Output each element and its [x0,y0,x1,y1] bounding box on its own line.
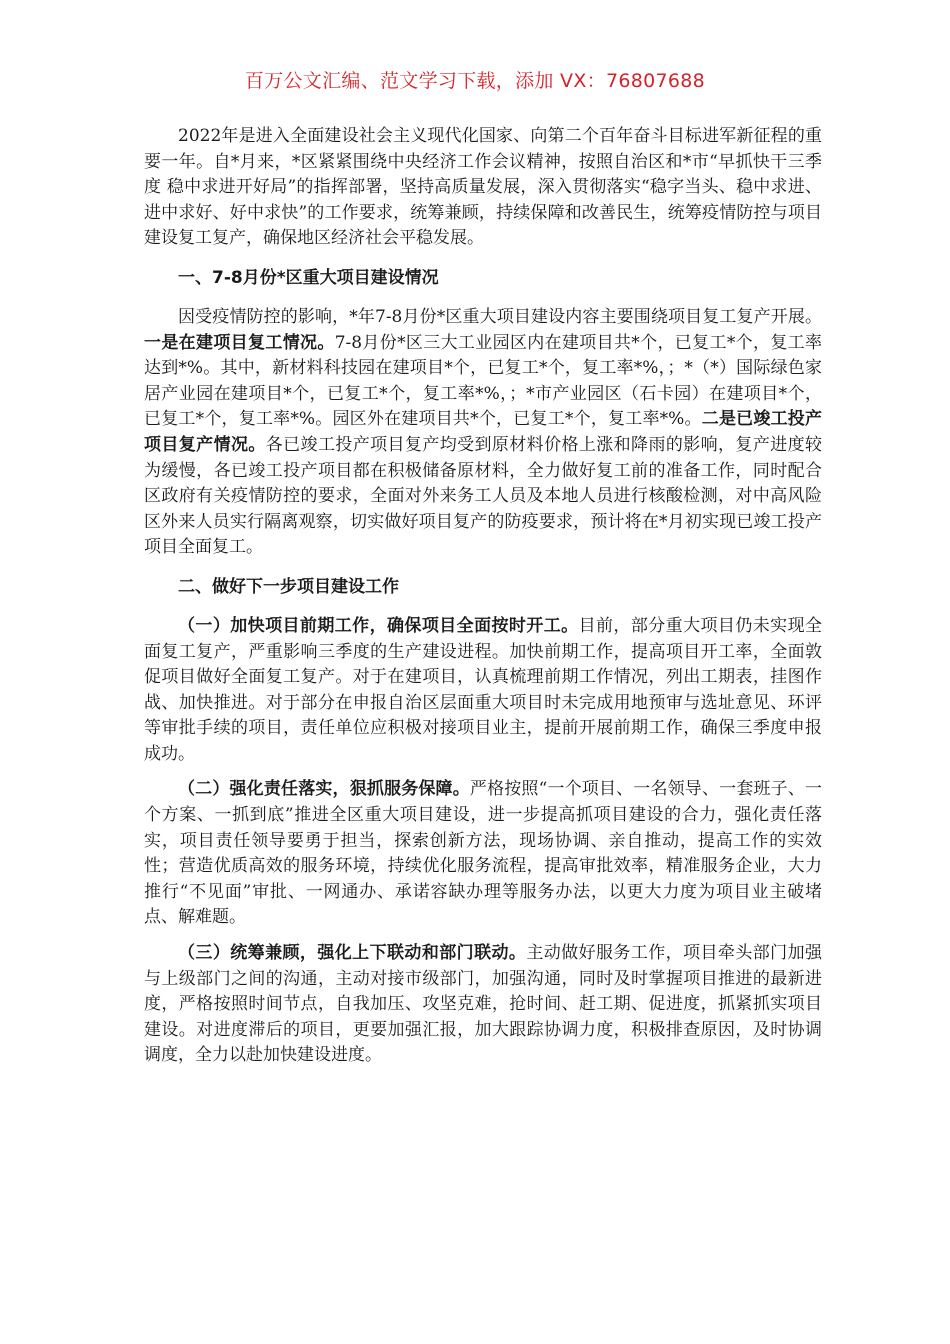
section-1-text-c: 各已竣工投产项目复产均受到原材料价格上涨和降雨的影响，复产进度较为缓慢，各已竣工投产项目都在积极储备原材料，全力做好复工前的准备工作，同时配合区政府有关疫情防控的要求，全面对外来务工人员及本地人员进行核酸检测，对中高风险区外来人员实行隔离观察，切实做好项目复产的防疫要求，预计将在*月初实现已竣工投产项目全面复工。 [144,434,823,558]
section-2-item-3 [144,941,822,1069]
item-2-text: 严格按照“一个项目、一名领导、一套班子、一个方案、一抓到底”推进全区重大项目建设，进一步提高抓项目建设的合力，强化责任落实，项目责任领导要勇于担当，探索创新方法，现场协调、亲自推动，提高工作的实效性；营造优质高效的服务环境，持续优化服务流程，提高审批效率，精准服务企业，大力推行“不见面”审批、一网通办、承诺容缺办理等服务办法，以更大力度为项目业主破堵点、解难题。 [144,779,823,928]
section-1-text-b: 7-8月份*区三大工业园区内在建项目共*个，已复工*个，复工率达到*%。其中，新材料科技园在建项目*个，已复工*个，复工率*%，；*（*）国际绿色家居产业园在建项目*个，已复工*个，复工率*%，；*市产业园区（石卡园）在建项目*个，已复工*个，复工率*%。园区外在建项目共*个，已复工*个，复工率*%。 [144,332,823,430]
document-body [144,124,822,1079]
item-3-text: 主动做好服务工作，项目牵头部门加强与上级部门之间的沟通，主动对接市级部门，加强沟通，同时及时掌握项目推进的最新进度，严格按照时间节点，自我加压、攻坚克难，抢时间、赶工期、促进度，抓紧抓实项目建设。对进度滞后的项目，更要加强汇报，加大跟踪协调力度，积极排查原因，及时协调调度，全力以赴加快建设进度。 [144,943,823,1066]
item-3-lead: （三）统筹兼顾，强化上下联动和部门联动。 [178,943,527,964]
intro-paragraph: 2022年是进入全面建设社会主义现代化国家、向第二个百年奋斗目标进军新征程的重要一年。自*月来，*区紧紧围绕中央经济工作会议精神，按照自治区和*市“早抓快干三季度 稳中求进开好局”的指挥部署，坚持高质量发展，深入贯彻落实“稳字当头、稳中求进、进中求好、好中求快”的工作要求，统筹兼顾，持续保障和改善民生，统筹疫情防控与项目建设复工复产，确保地区经济社会平稳发展。 [144,126,822,249]
section-2-item-1 [144,614,822,768]
item-2-lead: （二）强化责任落实，狠抓服务保障。 [178,779,470,800]
section-1-lead-1: 一是在建项目复工情况。 [144,332,335,353]
item-1-lead: （一）加快项目前期工作，确保项目全面按时开工。 [178,615,579,636]
section-1-text-a: 因受疫情防控的影响，*年7-8月份*区重大项目建设内容主要围绕项目复工复产开展。 [178,306,822,327]
section-2-heading: 二、做好下一步项目建设工作 [178,576,399,597]
section-1-heading: 一、7-8月份*区重大项目建设情况 [178,267,439,288]
section-1-lead-2: 二是已竣工投产项目复产情况。 [144,409,822,455]
item-1-text: 目前，部分重大项目仍未实现全面复工复产，严重影响三季度的生产建设进程。加快前期工作，提高项目开工率，全面敦促项目做好全面复工复产。对于在建项目，认真梳理前期工作情况，列出工期表，挂图作战、加快推进。对于部分在申报自治区层面重大项目时未完成用地预审与选址意见、环评等审批手续的项目，责任单位应积极对接项目业主，提前开展前期工作，确保三季度申报成功。 [144,615,823,764]
promo-banner: 百万公文汇编、范文学习下载，添加 VX：76807688 [244,70,706,92]
section-2-item-2 [144,777,822,931]
section-1-paragraph [144,305,822,561]
